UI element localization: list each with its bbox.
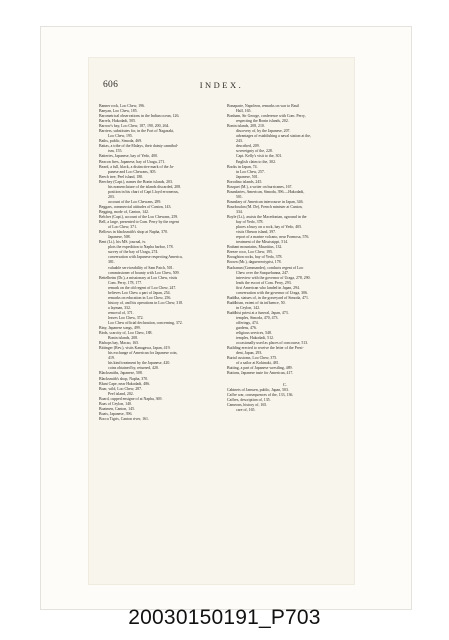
index-subentry: 501. bbox=[236, 194, 243, 199]
index-entry: Boatmen, Canton, 145. bbox=[99, 406, 135, 411]
index-subentry: temples, Hakodadi, 512. bbox=[236, 336, 274, 341]
index-subentry: gardens, 476. bbox=[236, 326, 257, 331]
index-subentry: sovereignty of the, 228. bbox=[236, 149, 273, 154]
index-subentry: conversation with Japanese respecting America, bbox=[108, 255, 183, 260]
page-title: INDEX. bbox=[199, 80, 244, 90]
index-entry: Buddhist priest at a funeral, Japan, 473. bbox=[227, 310, 289, 315]
index-entry: Buddha, statues of, in the graveyard of Simoda, 471. bbox=[227, 295, 309, 300]
index-subentry: dent, Japan, 293. bbox=[236, 351, 263, 356]
index-entry: Bosquet (M.), a writer on hurricanes, 167. bbox=[227, 184, 293, 189]
index-subentry: Hall, 165. bbox=[236, 109, 252, 114]
index-entry: Bellows in blacksmith's shop at Napha, 370. bbox=[99, 230, 168, 235]
index-subentry: Bonin islands, 208. bbox=[108, 336, 139, 341]
index-entry: Boas of Ceylon, 140. bbox=[99, 401, 132, 406]
index-subentry: remarks on education in Loo Chew, 256. bbox=[108, 295, 172, 300]
index-entry: Boundary of American intercourse in Japan, 346. bbox=[227, 199, 304, 204]
index-entry: Bettelheim (Dr.), a missionary at Loo Chew, visits bbox=[99, 275, 178, 280]
index-subentry: Com. Perry, 178, 177. bbox=[108, 280, 143, 285]
index-subentry: ism, 155. bbox=[108, 149, 123, 154]
index-entry: Beard, a full, black, a distinctive mark of the Ja- bbox=[99, 164, 174, 169]
index-entry: Birds, scarcity of, Loo Chew, 188. bbox=[99, 331, 153, 336]
index-subentry: respecting the Bonin islands, 202. bbox=[236, 119, 289, 124]
index-subentry: discovery of, by the Japanese, 207. bbox=[236, 129, 291, 134]
index-entry: Boyle (Lt.), assists the Macedonian, aground in the bbox=[227, 215, 307, 220]
index-subentry: advantages of establishing a naval station at the, bbox=[236, 134, 311, 139]
index-subentry: account of the Loo Chewans, 289. bbox=[108, 199, 162, 204]
index-entry: Buchanan (Commander), conducts regent of Loo bbox=[227, 265, 304, 270]
index-entry: Cabinets of Janssen, public, Japan, 503. bbox=[227, 387, 289, 392]
index-entry: Brabant mountains, Mauritius, 132. bbox=[227, 245, 283, 250]
index-subentry: 381. bbox=[108, 260, 115, 265]
index-subentry: occasionally used as places of concourse, 513. bbox=[236, 341, 309, 346]
index-subentry: English claim to the, 302. bbox=[236, 159, 276, 164]
index-entry: Butting, a part of Japanese wrestling, 489. bbox=[227, 366, 293, 371]
index-entry: Banner rock, Loo Chew, 196. bbox=[99, 104, 145, 108]
index-subentry: history of, and his operations in Loo Chew, 318. bbox=[108, 300, 184, 305]
index-entry: Bell, a large, presented to Com. Perry by the regent bbox=[99, 220, 179, 225]
section-letter: C. bbox=[282, 381, 288, 387]
index-entry: Battas, a tribe of the Malays, their dainty cannibal- bbox=[99, 144, 179, 149]
index-subentry: Capt. Kelly's visit to the, 301. bbox=[236, 154, 283, 159]
index-subentry: conversation with the governor of Uraga, 306. bbox=[236, 290, 308, 295]
index-entry: Caffres, description of, 135. bbox=[227, 397, 271, 402]
index-subentry: Japanese, 501. bbox=[236, 174, 259, 179]
index-entry: Bonaparte, Napoleon, remarks on war to Basil bbox=[227, 104, 300, 108]
index-column-left bbox=[99, 104, 215, 422]
index-subentry: Loo Chew, 195. bbox=[108, 134, 133, 139]
index-subentry: care of, 165. bbox=[236, 407, 256, 412]
index-entry: Boats, Japanese, 396. bbox=[99, 411, 133, 416]
index-subentry: believes Loo Chew a part of Japan, 254. bbox=[108, 290, 171, 295]
index-entry: Bonham, Sir George, conference with Com. Perry, bbox=[227, 114, 306, 119]
index-entry: Barriers, substitutes for, in the Fort of Nagasaki, bbox=[99, 129, 175, 134]
index-subentry: places a buoy on a rock, bay of Yedo, 405. bbox=[236, 225, 303, 230]
index-entry: Blacksmiths, Japanese, 508. bbox=[99, 371, 143, 376]
index-entry: Blacksmith's shop, Napha, 370. bbox=[99, 376, 149, 381]
index-subentry: his exchange of American for Japanese coin, bbox=[108, 351, 178, 356]
index-entry: Breeze coco, Loo Chew, 195. bbox=[227, 250, 273, 255]
index-subentry: first American who landed in Japan, 294. bbox=[236, 285, 300, 290]
index-entry: Baths, public, Simoda, 469. bbox=[99, 139, 143, 144]
page-header bbox=[103, 80, 340, 92]
index-subentry: 203. bbox=[108, 194, 115, 199]
index-entry: Bittinger (Rev.), visits Kanagawa, Japan, 419. bbox=[99, 346, 171, 351]
index-subentry: commissioner of bounty with Loo Chew, 509. bbox=[108, 270, 180, 275]
index-subentry: his nomenclature of the islands discarded, 208. bbox=[108, 184, 182, 189]
page-number: 606 bbox=[103, 80, 119, 90]
index-subentry: 243. bbox=[236, 139, 243, 144]
index-subentry: of a sailor at Kokinaki, 481. bbox=[236, 361, 280, 366]
index-subentry: survey of the bay of Uraga, 274. bbox=[108, 250, 159, 255]
index-subentry: bay of Yedo, 378. bbox=[236, 220, 264, 225]
index-entry: Bourboulon (M. De), French minister at Canton, bbox=[227, 204, 303, 209]
index-subentry: removal of, 371. bbox=[108, 310, 134, 315]
index-entry: Boar, wild, Loo Chew, 287. bbox=[99, 386, 143, 391]
index-entry: Beech tree, Peel island, 180. bbox=[99, 174, 144, 179]
index-subentry: in Ceylon, 142. bbox=[236, 305, 260, 310]
index-subentry: leaves Loo Chew, 372. bbox=[108, 315, 144, 320]
index-subentry: religious services, 548. bbox=[236, 331, 272, 336]
index-entry: Buttons, Japanese taste for American, 417. bbox=[227, 371, 294, 376]
index-subentry: described, 209. bbox=[236, 144, 260, 149]
index-entry: Buddhism, extent of its influence, 50. bbox=[227, 300, 286, 305]
index-entry: Begging, mode of, Canton, 142. bbox=[99, 209, 149, 214]
index-subentry: a layman, 332. bbox=[108, 305, 131, 310]
index-entry: Brown (Mr.), daguerreotypist, 178. bbox=[227, 260, 282, 265]
index-subentry: 334. bbox=[236, 209, 243, 214]
index-entry: Beechey (Capt.), names the Bonin islands, 203. bbox=[99, 179, 173, 184]
index-entry: Barometrical observations in the Indian ocean, 126. bbox=[99, 114, 180, 119]
index-subentry: temples, Simoda, 470, 473. bbox=[236, 315, 279, 320]
index-subentry: interview with the governor of Uraga, 278, 290. bbox=[236, 275, 311, 280]
index-subentry: in Loo Chew, 257. bbox=[236, 169, 265, 174]
image-caption: 20030150191_P703 bbox=[128, 606, 321, 629]
index-subentry: coins obtained by, returned, 420. bbox=[108, 366, 159, 371]
index-entry: Barrow's bay, Loo Chew, 187, 190, 200, 264. bbox=[99, 124, 170, 129]
index-entry: Belcher (Capt.), account of the Loo Chewans, 259. bbox=[99, 215, 179, 220]
index-entry: Board, cupped ensigne of at Napha, 369. bbox=[99, 396, 163, 401]
index-entry: Blunt Cape, near Hakodadi, 486. bbox=[99, 381, 151, 386]
index-entry: Bishops bay, Macao, 165. bbox=[99, 341, 140, 346]
index-subentry: 419. bbox=[108, 356, 115, 361]
index-subentry: report of a marine volcano, near Formosa, 576. bbox=[236, 235, 310, 240]
index-column-right bbox=[227, 104, 343, 413]
index-subentry: his kind treatment by the Japanese, 420. bbox=[108, 361, 171, 366]
index-entry: Boundaries, American, Simoda, 396.—Hakodadi, bbox=[227, 189, 305, 194]
index-subentry: of Loo Chew, 371. bbox=[108, 225, 138, 230]
index-subentry: Japanese, 508. bbox=[108, 235, 131, 240]
index-entry: Batteries, Japanese, bay of Yedo, 400. bbox=[99, 154, 158, 159]
index-subentry: remark on the old regent of Loo Chew, 247. bbox=[108, 285, 177, 290]
index-entry: Broughton rocks, bay of Yedo, 378. bbox=[227, 255, 283, 260]
index-subentry: plots the expedition to Napha harbor, 178. bbox=[108, 245, 174, 250]
index-entry: Caffre war, consequences of the, 133, 136. bbox=[227, 392, 294, 397]
index-entry: Books in Japan, 74. bbox=[227, 164, 258, 169]
index-subentry: position in his chart of Capt Lloyd erroneous, bbox=[108, 189, 179, 194]
index-entry: Biny, Japanese songs, 499. bbox=[99, 326, 141, 331]
index-subentry: valuable serviceability of Sam Patch, 501. bbox=[108, 265, 174, 270]
book-page bbox=[89, 58, 354, 584]
index-subentry: treatment of the Mississippi, 514. bbox=[236, 240, 289, 245]
index-entry: Banyan, Loo Chew, 185. bbox=[99, 109, 138, 114]
index-subentry: offerings, 474. bbox=[236, 321, 259, 326]
index-entry: Bent (Lt.), his MS. journal, iv. bbox=[99, 240, 147, 245]
index-subentry: visits Oheson island, 397. bbox=[236, 230, 277, 235]
index-entry: Cameons, history of, 165. bbox=[227, 402, 268, 407]
index-subentry: Loo Chew official declaration, concerning, 372. bbox=[108, 321, 183, 326]
index-entry: Bonin islands, 208, 210. bbox=[227, 124, 265, 129]
index-entry: Beacon fires, Japanese, bay of Uraga, 271. bbox=[99, 159, 166, 164]
index-entry: Burial customs, Loo Chew, 375. bbox=[227, 356, 278, 361]
index-subentry: Peel island, 202. bbox=[108, 391, 134, 396]
index-subentry: Chew over the Susquehanna, 247. bbox=[236, 270, 289, 275]
index-entry: Barrels, Hakodadi, 505. bbox=[99, 119, 137, 124]
index-entry: Bocca Tigris, Canton river, 161. bbox=[99, 416, 149, 421]
index-entry: Beggars, commercial attitudes of Canton, 143. bbox=[99, 204, 172, 209]
index-subentry: leads the escort of Com. Perry, 293. bbox=[236, 280, 292, 285]
index-subentry: panese and Loo Chewans, 305. bbox=[108, 169, 157, 174]
index-entry: Borodino islands, 245. bbox=[227, 179, 263, 184]
index-entry: Building erected to receive the letter of the Presi- bbox=[227, 346, 304, 351]
